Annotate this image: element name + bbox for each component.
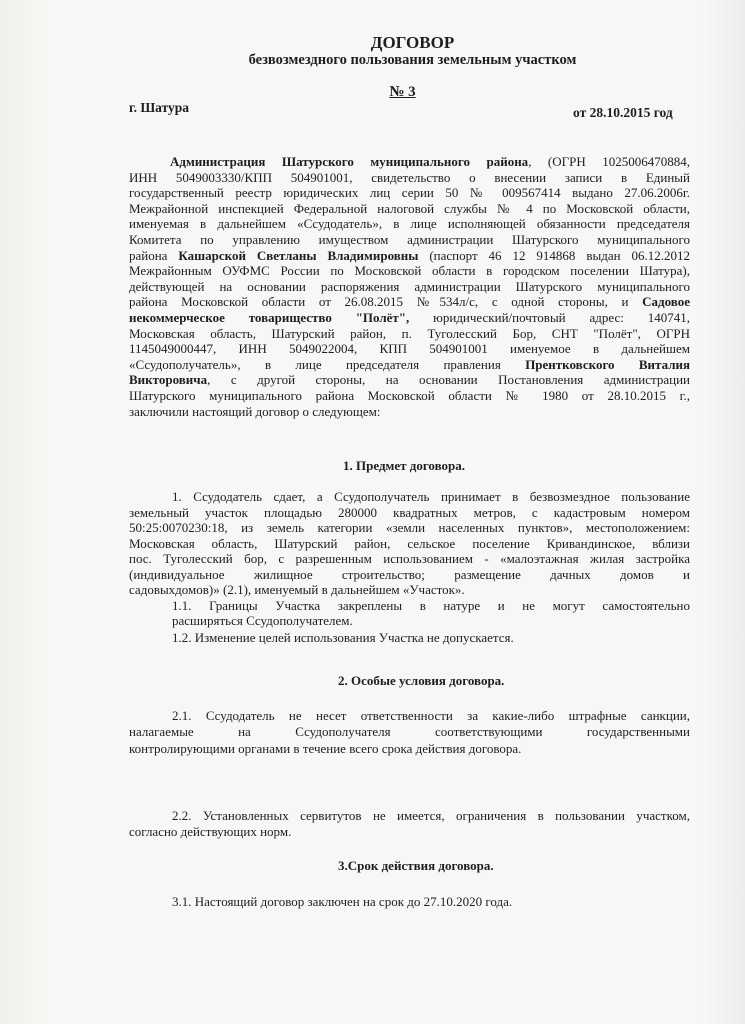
party-name: Администрация Шатурского муниципального района <box>170 154 529 169</box>
preamble-line <box>129 279 690 294</box>
preamble-line <box>129 388 690 403</box>
party-name: некоммерческое товарищество "Полёт", <box>129 310 410 325</box>
preamble-text: именуемая в дальнейшем «Ссудодатель», в лице исполняющей обязанности председателя <box>129 216 690 231</box>
party-name: Садовое <box>642 294 690 309</box>
preamble-text: Московская область, Шатурский район, п. Туголесский Бор, СНТ "Полёт", ОГРН <box>129 326 690 341</box>
preamble-text: ИНН 5049003330/КПП 504901001, свидетельство о внесении записи в Единый <box>129 170 690 185</box>
preamble-line <box>129 326 690 341</box>
section-1-line: (индивидуальное жилищное строительство; размещение дачных домов и <box>129 567 690 582</box>
preamble-line <box>129 232 690 247</box>
preamble-text: заключили настоящий договор о следующем: <box>129 404 381 419</box>
section-1-line: 1. Ссудодатель сдает, а Ссудополучатель принимает в безвозмездное пользование <box>172 489 690 504</box>
preamble-text: юридический/почтовый адрес: 140741, <box>409 310 690 325</box>
preamble-line <box>129 170 690 185</box>
preamble-line <box>129 248 690 263</box>
preamble-line <box>129 263 690 278</box>
section-1-line: расширяться Ссудополучателем. <box>172 613 353 628</box>
section-1-line: садовыхдомов)» (2.1), именуемый в дальнейшем «Участок». <box>129 582 465 597</box>
section-1-line: Московская область, Шатурский район, сельское поселение Кривандинское, вблизи <box>129 536 690 551</box>
preamble-line <box>129 372 690 387</box>
section-3-heading: 3.Срок действия договора. <box>338 858 494 873</box>
section-2-heading: 2. Особые условия договора. <box>338 673 505 688</box>
preamble-line <box>129 310 690 325</box>
preamble-text: действующей на основании распоряжения администрации Шатурского муниципального <box>129 279 690 294</box>
preamble-line <box>129 341 690 356</box>
section-2-line: согласно действующих норм. <box>129 824 292 839</box>
preamble-text: Межрайонным ОУФМС России по Московской области в городском поселении Шатура), <box>129 263 690 278</box>
preamble-text: , (ОГРН 1025006470884, <box>528 154 690 169</box>
preamble-line <box>129 185 690 200</box>
preamble-text: района <box>129 248 179 263</box>
preamble-text: (паспорт 46 12 914868 выдан 06.12.2012 <box>418 248 690 263</box>
section-2-line: 2.1. Ссудодатель не несет ответственности за какие-либо штрафные санкции, <box>172 708 690 723</box>
party-name: Викторовича <box>129 372 208 387</box>
section-2-line: налагаемые на Ссудополучателя соответствующими государственными <box>129 724 690 739</box>
section-1-line: земельный участок площадью 280000 квадратных метров, с кадастровым номером <box>129 505 690 520</box>
preamble-text: государственный реестр юридических лиц серии 50 № 009567414 выдано 27.06.2006г. <box>129 185 690 200</box>
preamble-text: «Ссудополучатель», в лице председателя правления <box>129 357 526 372</box>
preamble-line <box>129 404 381 419</box>
contract-city: г. Шатура <box>129 100 190 115</box>
section-1-line: 50:25:0070230:18, из земель категории «земли населенных пунктов», местоположением: <box>129 520 690 535</box>
preamble-line <box>170 154 690 169</box>
preamble-line <box>129 216 690 231</box>
preamble-text: Шатурского муниципального района Московской области № 1980 от 28.10.2015 г., <box>129 388 690 403</box>
contract-date: от 28.10.2015 год <box>573 105 673 120</box>
party-name: Кашарской Светланы Владимировны <box>178 248 419 263</box>
section-2-line: 2.2. Установленных сервитутов не имеется, ограничения в пользовании участком, <box>172 808 690 823</box>
preamble-line <box>129 357 690 372</box>
preamble-line <box>129 294 690 309</box>
document-title: ДОГОВОР <box>370 33 455 52</box>
preamble-text: Межрайонной инспекцией Федеральной налоговой службы № 4 по Московской области, <box>129 201 690 216</box>
party-name: Прентковского Виталия <box>525 357 691 372</box>
preamble-line <box>129 201 690 216</box>
preamble-text: района Московской области от 26.08.2015 №534л/с, с одной стороны, и <box>129 294 643 309</box>
section-2-line: контролирующими органами в течение всего срока действия договора. <box>129 741 522 756</box>
section-1-line: пос. Туголесский бор, с разрешенным использованием - «малоэтажная жилая застройка <box>129 551 690 566</box>
section-1-line: 1.2. Изменение целей использования Участка не допускается. <box>172 630 514 645</box>
preamble-text: 1145049000447, ИНН 5049022004, КПП 504901001 именуемое в дальнейшем <box>129 341 690 356</box>
section-1-line: 1.1. Границы Участка закреплены в натуре и не могут самостоятельно <box>172 598 690 613</box>
contract-number: № 3 <box>389 84 416 100</box>
preamble-text: Комитета по управлению имуществом администрации Шатурского муниципального <box>129 232 690 247</box>
document-subtitle: безвозмездного пользования земельным участком <box>248 52 577 68</box>
preamble-text: , с другой стороны, на основании Постановления администрации <box>207 372 690 387</box>
section-3-line: 3.1. Настоящий договор заключен на срок до 27.10.2020 года. <box>172 894 513 909</box>
section-1-heading: 1. Предмет договора. <box>343 458 466 473</box>
